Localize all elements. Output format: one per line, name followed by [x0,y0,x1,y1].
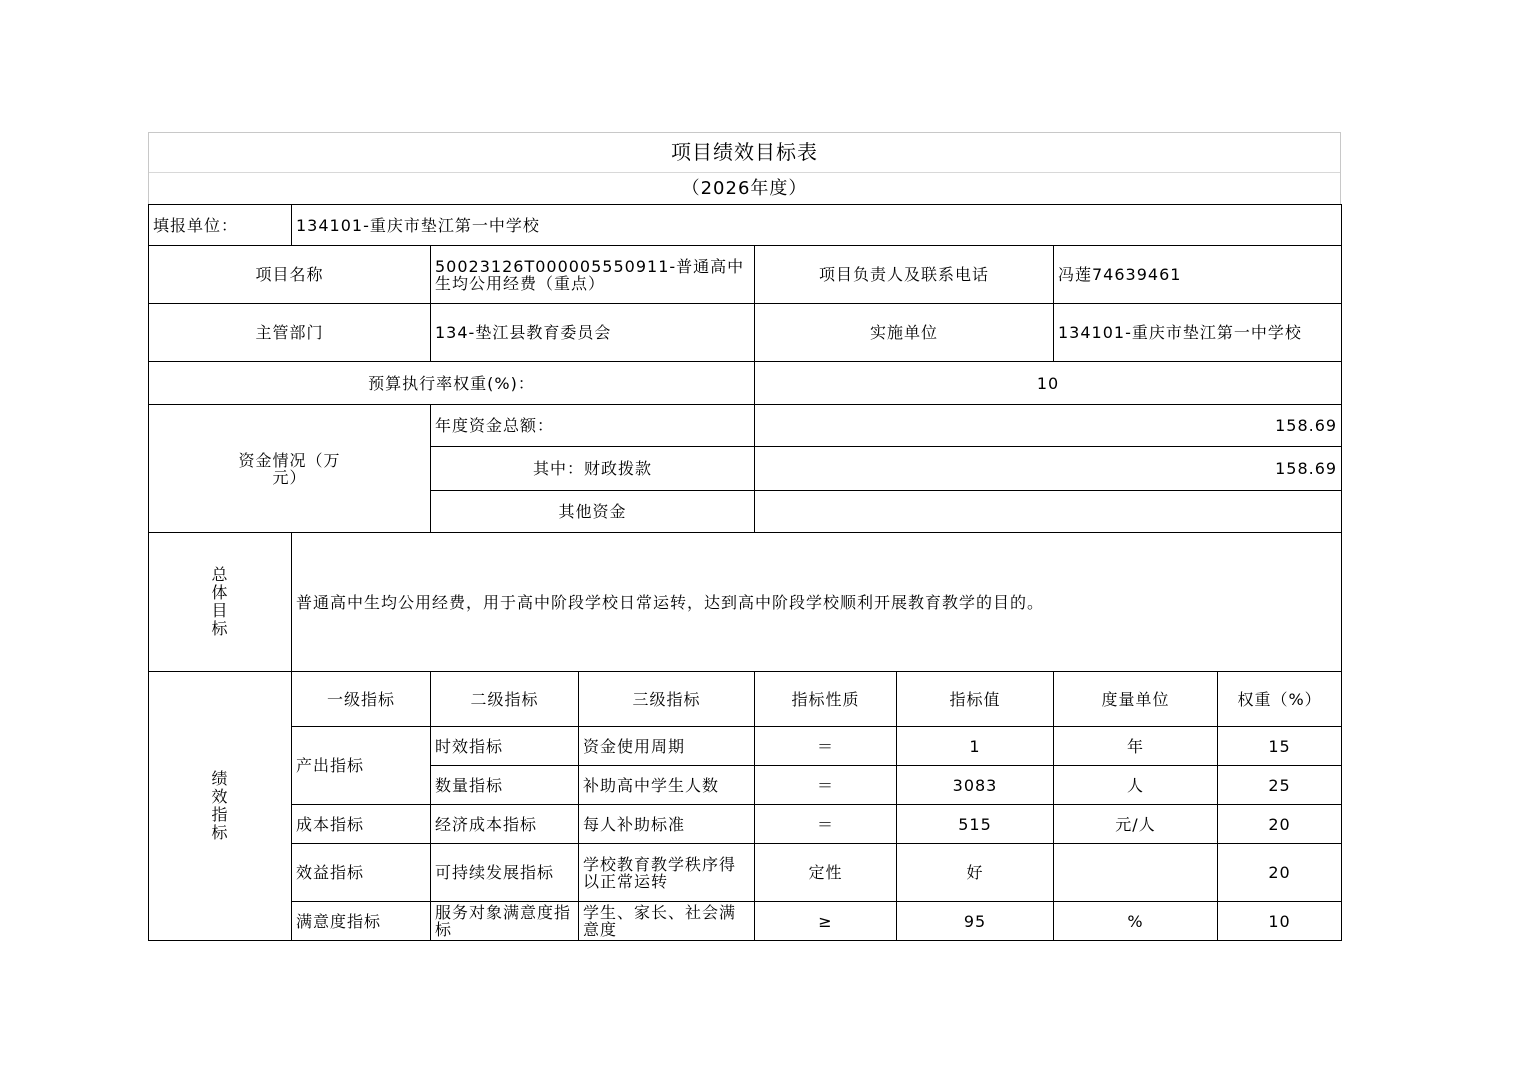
weight-cell: 20 [1218,844,1342,902]
budget-weight-value: 10 [755,362,1342,405]
level1-cost: 成本指标 [292,805,431,844]
header-weight: 权重（%） [1218,672,1342,727]
filing-label: 填报单位： [149,205,292,246]
project-manager-label: 项目负责人及联系电话 [755,246,1054,304]
table-row [149,844,1342,902]
goal-row [149,533,1342,672]
funds-fiscal-value: 158.69 [755,447,1342,491]
table-row [149,902,1342,941]
funds-label-text: 资金情况（万元） [238,450,341,487]
level2-cell: 服务对象满意度指标 [431,902,579,941]
unit-cell: 人 [1054,766,1218,805]
project-manager-value: 冯莲74639461 [1054,246,1342,304]
weight-cell: 15 [1218,727,1342,766]
table-row [149,727,1342,766]
value-cell: 1 [897,727,1054,766]
weight-cell: 25 [1218,766,1342,805]
header-level1: 一级指标 [292,672,431,727]
funds-total-row [149,405,1342,447]
impl-unit-label: 实施单位 [755,304,1054,362]
unit-cell: % [1054,902,1218,941]
impl-unit-value: 134101-重庆市垫江第一中学校 [1054,304,1342,362]
header-level2: 二级指标 [431,672,579,727]
level3-cell: 学生、家长、社会满意度 [579,902,755,941]
header-unit: 度量单位 [1054,672,1218,727]
table-row [149,805,1342,844]
indicator-label-text: 绩效指标 [211,769,229,842]
funds-fiscal-label: 其中：财政拨款 [431,447,755,491]
dept-label: 主管部门 [149,304,431,362]
value-cell: 515 [897,805,1054,844]
weight-cell: 10 [1218,902,1342,941]
level3-cell: 资金使用周期 [579,727,755,766]
filing-value: 134101-重庆市垫江第一中学校 [292,205,1342,246]
value-cell: 好 [897,844,1054,902]
unit-cell: 年 [1054,727,1218,766]
funds-total-label: 年度资金总额： [431,405,755,447]
funds-label [149,405,431,533]
unit-cell: 元/人 [1054,805,1218,844]
nature-cell: 定性 [755,844,897,902]
indicator-label [149,672,292,941]
level3-cell: 每人补助标准 [579,805,755,844]
level2-cell: 时效指标 [431,727,579,766]
level1-benefit: 效益指标 [292,844,431,902]
sheet-subtitle: （2026年度） [681,178,808,199]
funds-total-value: 158.69 [755,405,1342,447]
level1-satisfaction: 满意度指标 [292,902,431,941]
value-cell: 95 [897,902,1054,941]
level1-output: 产出指标 [292,727,431,805]
dept-value: 134-垫江县教育委员会 [431,304,755,362]
level3-cell: 补助高中学生人数 [579,766,755,805]
goal-text: 普通高中生均公用经费，用于高中阶段学校日常运转，达到高中阶段学校顺利开展教育教学的目的。 [292,533,1342,672]
filing-row [149,205,1342,246]
dept-row [149,304,1342,362]
sheet-title: 项目绩效目标表 [149,133,1340,173]
budget-weight-row [149,362,1342,405]
nature-cell: ≥ [755,902,897,941]
nature-cell: ＝ [755,727,897,766]
goal-label [149,533,292,672]
target-table [148,204,1342,941]
performance-target-sheet [148,132,1341,941]
level2-cell: 可持续发展指标 [431,844,579,902]
weight-cell: 20 [1218,805,1342,844]
unit-cell [1054,844,1218,902]
nature-cell: ＝ [755,805,897,844]
funds-other-label: 其他资金 [431,491,755,533]
project-name-label: 项目名称 [149,246,431,304]
level3-cell: 学校教育教学秩序得以正常运转 [579,844,755,902]
nature-cell: ＝ [755,766,897,805]
goal-label-text: 总体目标 [211,565,229,638]
project-name-value: 50023126T000005550911-普通高中生均公用经费（重点） [431,246,755,304]
level2-cell: 数量指标 [431,766,579,805]
header-nature: 指标性质 [755,672,897,727]
header-value: 指标值 [897,672,1054,727]
header-level3: 三级指标 [579,672,755,727]
value-cell: 3083 [897,766,1054,805]
funds-other-value [755,491,1342,533]
title-block [148,132,1341,204]
project-row [149,246,1342,304]
budget-weight-label: 预算执行率权重(%)： [149,362,755,405]
indicator-header-row [149,672,1342,727]
level2-cell: 经济成本指标 [431,805,579,844]
